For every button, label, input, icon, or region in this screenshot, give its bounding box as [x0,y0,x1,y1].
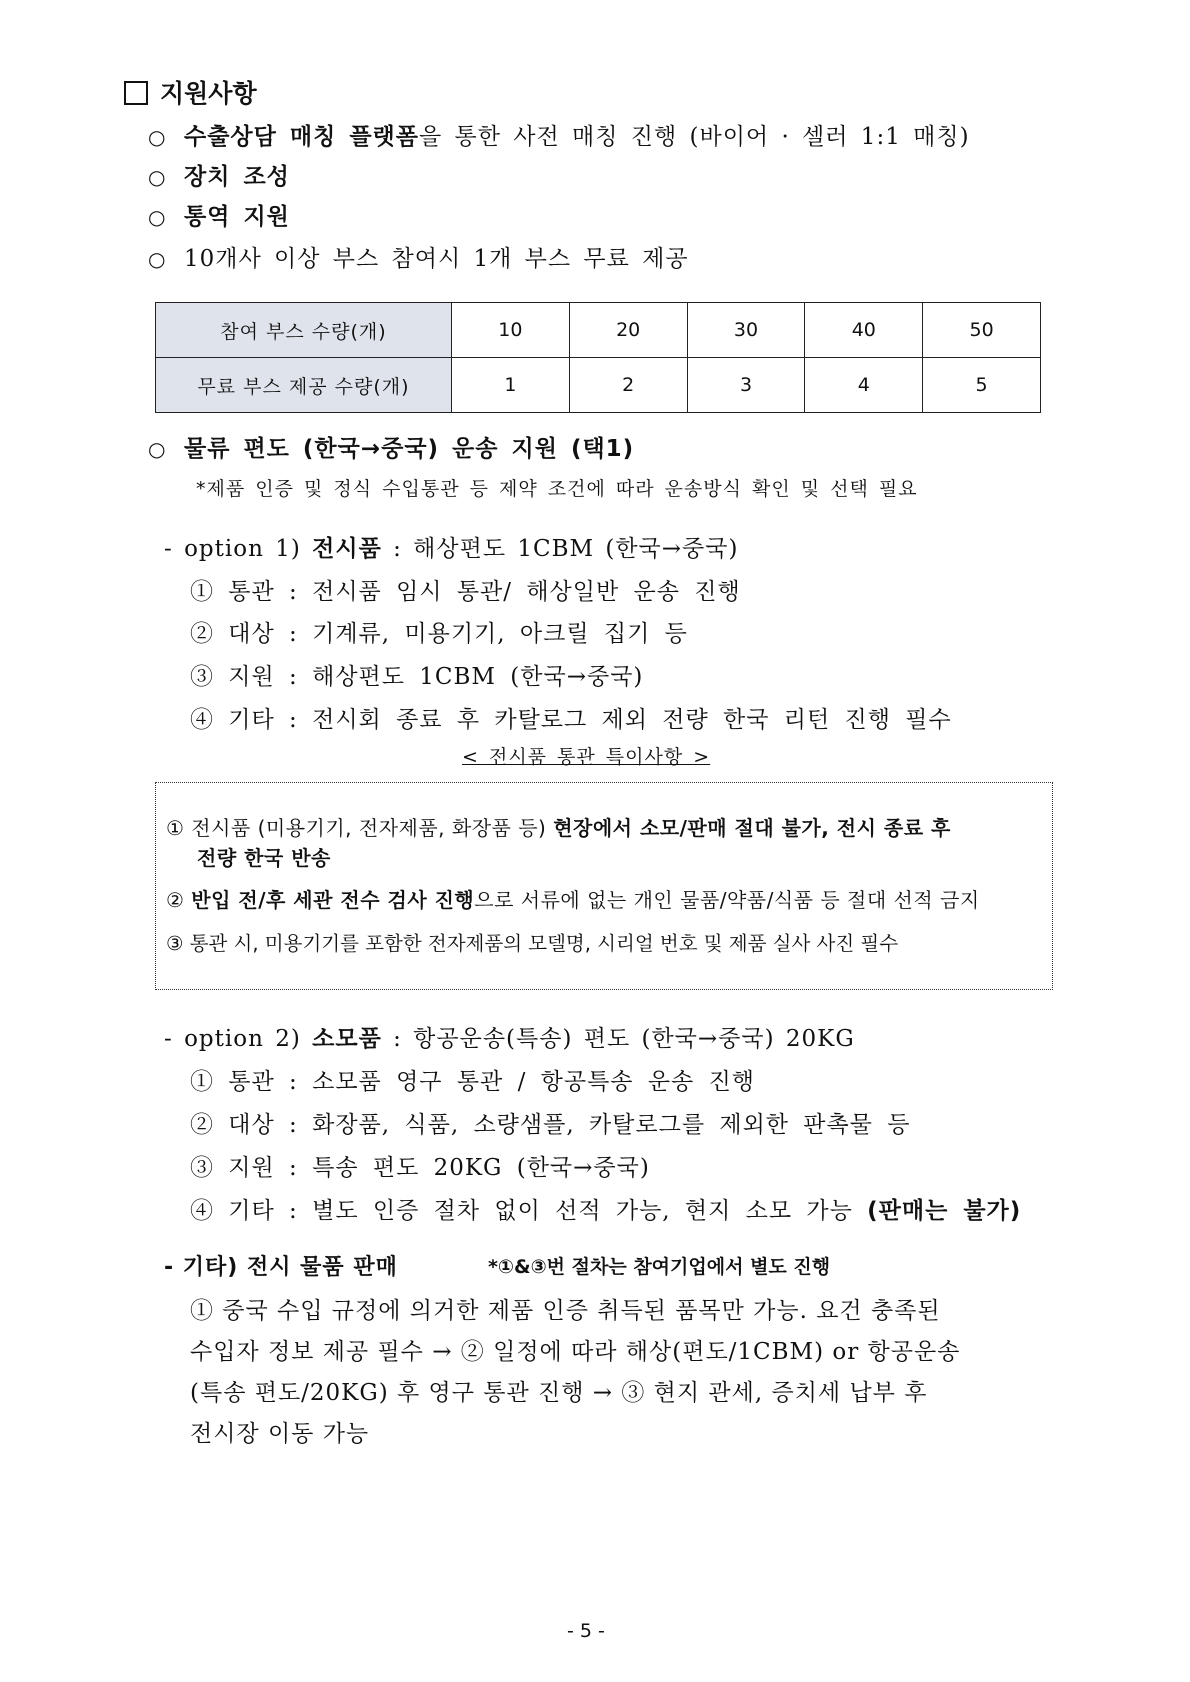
table-cell: 30 [687,303,805,358]
option2-heading: - option 2) 소모품 : 항공운송(특송) 편도 (한국→중국) 20KG [164,1026,855,1052]
logistics-note: *제품 인증 및 정식 수입통관 등 제약 조건에 따라 운송방식 확인 및 선택 필요 [196,478,918,500]
bullet-free-booth: ○ 10개사 이상 부스 참여시 1개 부스 무료 제공 [148,246,689,272]
bullet-booth-setup: ○ 장치 조성 [148,164,290,190]
notice-item: ① 전시품 (미용기기, 전자제품, 화장품 등) 현장에서 소모/판매 절대 불가, 전시 종료 후 [166,816,951,840]
bullet-interpretation: ○ 통역 지원 [148,204,290,230]
other-line: 수입자 정보 제공 필수 → ② 일정에 따라 해상(편도/1CBM) or 항공운송 [190,1339,961,1365]
table-cell: 40 [805,303,923,358]
table-cell: 4 [805,358,923,413]
circle-bullet-icon: ○ [148,437,167,461]
option2-item: ③ 지원 : 특송 편도 20KG (한국→중국) [190,1155,650,1181]
booth-table [155,302,1041,413]
option1-item: ① 통관 : 전시품 임시 통관/ 해상일반 운송 진행 [190,579,741,605]
option1-item: ③ 지원 : 해상편도 1CBM (한국→중국) [190,664,644,690]
option1-item: ④ 기타 : 전시회 종료 후 카탈로그 제외 전량 한국 리턴 진행 필수 [190,707,952,733]
table-row [156,303,1041,358]
bullet-matching-platform: ○ 수출상담 매칭 플랫폼을 통한 사전 매칭 진행 (바이어 · 셀러 1:1 매칭) [148,124,970,150]
circle-bullet-icon: ○ [148,165,167,189]
table-cell: 3 [687,358,805,413]
checkbox-icon [124,81,148,105]
table-row [156,358,1041,413]
circle-bullet-icon: ○ [148,125,167,149]
table-cell: 5 [923,358,1041,413]
other-heading: - 기타) 전시 물품 판매 [164,1255,398,1280]
option2-item: ① 통관 : 소모품 영구 통관 / 항공특송 운송 진행 [190,1069,756,1095]
notice-item: ③ 통관 시, 미용기기를 포함한 전자제품의 모델명, 시리얼 번호 및 제품 실사 사진 필수 [166,932,899,955]
circle-bullet-icon: ○ [148,205,167,229]
section-title: 지원사항 [124,74,257,110]
table-cell: 1 [452,358,570,413]
other-note: *①&③번 절차는 참여기업에서 별도 진행 [488,1256,831,1278]
table-header-cell: 참여 부스 수량(개) [156,303,452,358]
table-cell: 2 [569,358,687,413]
option2-item: ② 대상 : 화장품, 식품, 소량샘플, 카탈로그를 제외한 판촉물 등 [190,1112,911,1138]
bullet-logistics: ○ 물류 편도 (한국→중국) 운송 지원 (택1) [148,436,635,462]
notice-title: < 전시품 통관 특이사항 > [462,746,711,768]
table-cell: 50 [923,303,1041,358]
other-line: 전시장 이동 가능 [190,1421,370,1447]
option2-item: ④ 기타 : 별도 인증 절차 없이 선적 가능, 현지 소모 가능 (판매는 불가) [190,1198,1022,1224]
other-line: ① 중국 수입 규정에 의거한 제품 인증 취득된 품목만 가능. 요건 충족된 [190,1298,941,1324]
table-header-cell: 무료 부스 제공 수량(개) [156,358,452,413]
circle-bullet-icon: ○ [148,247,167,271]
notice-item: ② 반입 전/후 세관 전수 검사 진행으로 서류에 없는 개인 물품/약품/식품 등 절대 선적 금지 [166,888,980,912]
page-number: - 5 - [567,1620,605,1642]
option1-item: ② 대상 : 기계류, 미용기기, 아크릴 집기 등 [190,621,688,647]
other-line: (특송 편도/20KG) 후 영구 통관 진행 → ③ 현지 관세, 증치세 납부 후 [190,1380,928,1406]
option1-heading: - option 1) 전시품 : 해상편도 1CBM (한국→중국) [164,536,739,562]
table-cell: 20 [569,303,687,358]
table-cell: 10 [452,303,570,358]
notice-item-cont: 전량 한국 반송 [197,846,331,870]
